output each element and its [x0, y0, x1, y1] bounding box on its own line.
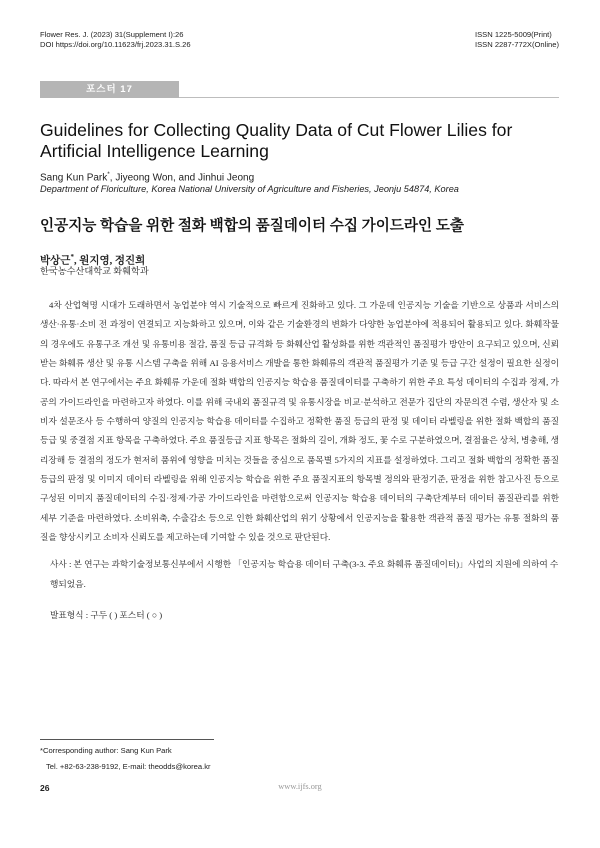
- journal-line: Flower Res. J. (2023) 31(Supplement I):26: [40, 30, 184, 39]
- english-affiliation: Department of Floriculture, Korea National University of Agriculture and Fisheries, Jeonju 54874, Korea: [40, 184, 459, 194]
- header-divider: [179, 97, 559, 98]
- issn-print: ISSN 1225-5009(Print): [475, 30, 552, 39]
- poster-tag: 포스터 17: [40, 81, 179, 98]
- footnote-divider: [40, 739, 214, 740]
- footnote: [40, 743, 211, 774]
- acknowledgement: 사사 : 본 연구는 과학기술정보통신부에서 시행한 「인공지능 학습용 데이터 구축(3-3. 주요 화훼류 품질데이터)」사업의 지원에 의하여 수행되었음.: [50, 559, 559, 589]
- abstract-text: 4차 산업혁명 시대가 도래하면서 농업분야 역시 기술적으로 빠르게 진화하고 있다. 그 가운데 인공지능 기술을 기반으로 상품과 서비스의 생산·유통·소비 전 과정이 연결되고 지능화하고 있으며, 이와 같은 기술환경의 변화가 다양한 농업분야에 적용되어 활용되고 있다. 화훼작물의 경우에도 유통구조 개선 및 유통비용 절감, 품질 등급 규격화 등 화훼산업 활성화를 위한 객관적인 품질평가 방안이 요구되고 있으며, 신뢰받는 화훼류 생산 및 유통 시스템 구축을 위해 AI 응용서비스 개발을 통한 화훼류의 객관적 품질평가 기준 및 등급 구간 설정이 필요한 실정이다. 따라서 본 연구에서는 주요 화훼류 가운데 절화 백합의 인공지능 학습용 품질데이터를 구축하기 위한 주요 특성 데이터의 수집과 정제, 가공의 가이드라인을 마련하고자 하였다. 이를 위해 국내외 품질규격 및 유통시장을 비교·분석하고 전문가 집단의 자문의견 수렴, 생산자 및 소비자 설문조사 등 수행하여 양질의 인공지능 학습용 데이터를 수집하고 정확한 품질 등급의 판정 및 데이터 라벨링을 위한 절화 백합의 품질등급 및 중결점 지표 항목을 구축하였다. 주요 품질등급 지표 항목은 절화의 길이, 개화 정도, 꽃 수로 구분하였으며, 결점율은 상처, 병충해, 생리장해 등 결점의 정도가 현저히 품위에 영향을 미치는 것들을 중심으로 품목별 5가지의 지표를 설정하였다. 그리고 절화 백합의 정확한 품질 등급의 판정 및 이미지 데이터 라벨링을 위해 인공지능 학습을 위한 주요 품질지표의 항목별 정의와 판정기준, 판정을 위한 참고사진 등으로 구성된 이미지 품질데이터의 수집·정제·가공 가이드라인을 마련함으로써 인공지능 학습용 데이터의 구축단계부터 데이터 품질관리를 위한 세부 기준을 마련하였다. 소비위축, 수출감소 등으로 인한 화훼산업의 위기 상황에서 인공지능을 활용한 객관적 품질 평가는 유통 절화의 품질을 향상시키고 소비자 신뢰도를 제고하는데 기여할 수 있을 것으로 판단된다.: [40, 300, 559, 543]
- corresponding-mark: *: [107, 171, 110, 178]
- doi-line: DOI https://doi.org/10.11623/frj.2023.31.S.26: [40, 40, 191, 50]
- page-number: 26: [40, 783, 50, 793]
- contact-info: Tel. +82-63-238-9192, E-mail: theodds@korea.kr: [46, 761, 211, 771]
- korean-coauthors: , 원지영, 정진희: [73, 255, 146, 267]
- presentation-format: 발표형식 : 구두 ( ) 포스터 ( ○ ): [50, 610, 163, 620]
- english-coauthors: , Jiyeong Won, and Jinhui Jeong: [109, 172, 255, 184]
- issn-block: [475, 30, 559, 51]
- english-authors: [40, 168, 254, 184]
- footer-url: www.ijfs.org: [278, 782, 322, 791]
- english-corresponding-author: Sang Kun Park: [40, 172, 108, 184]
- korean-corresponding-author: 박상근: [40, 255, 71, 267]
- korean-corresponding-mark: *: [70, 253, 74, 261]
- issn-online: ISSN 2287-772X(Online): [475, 40, 559, 50]
- corresponding-author-note: *Corresponding author: Sang Kun Park: [40, 746, 172, 755]
- journal-citation: [40, 30, 191, 51]
- korean-affiliation: 한국농수산대학교 화훼학과: [40, 266, 149, 276]
- korean-title: 인공지능 학습을 위한 절화 백합의 품질데이터 수집 가이드라인 도출: [40, 218, 464, 234]
- english-title: Guidelines for Collecting Quality Data of Cut Flower Lilies for Artificial Intelligence Learning: [40, 120, 513, 161]
